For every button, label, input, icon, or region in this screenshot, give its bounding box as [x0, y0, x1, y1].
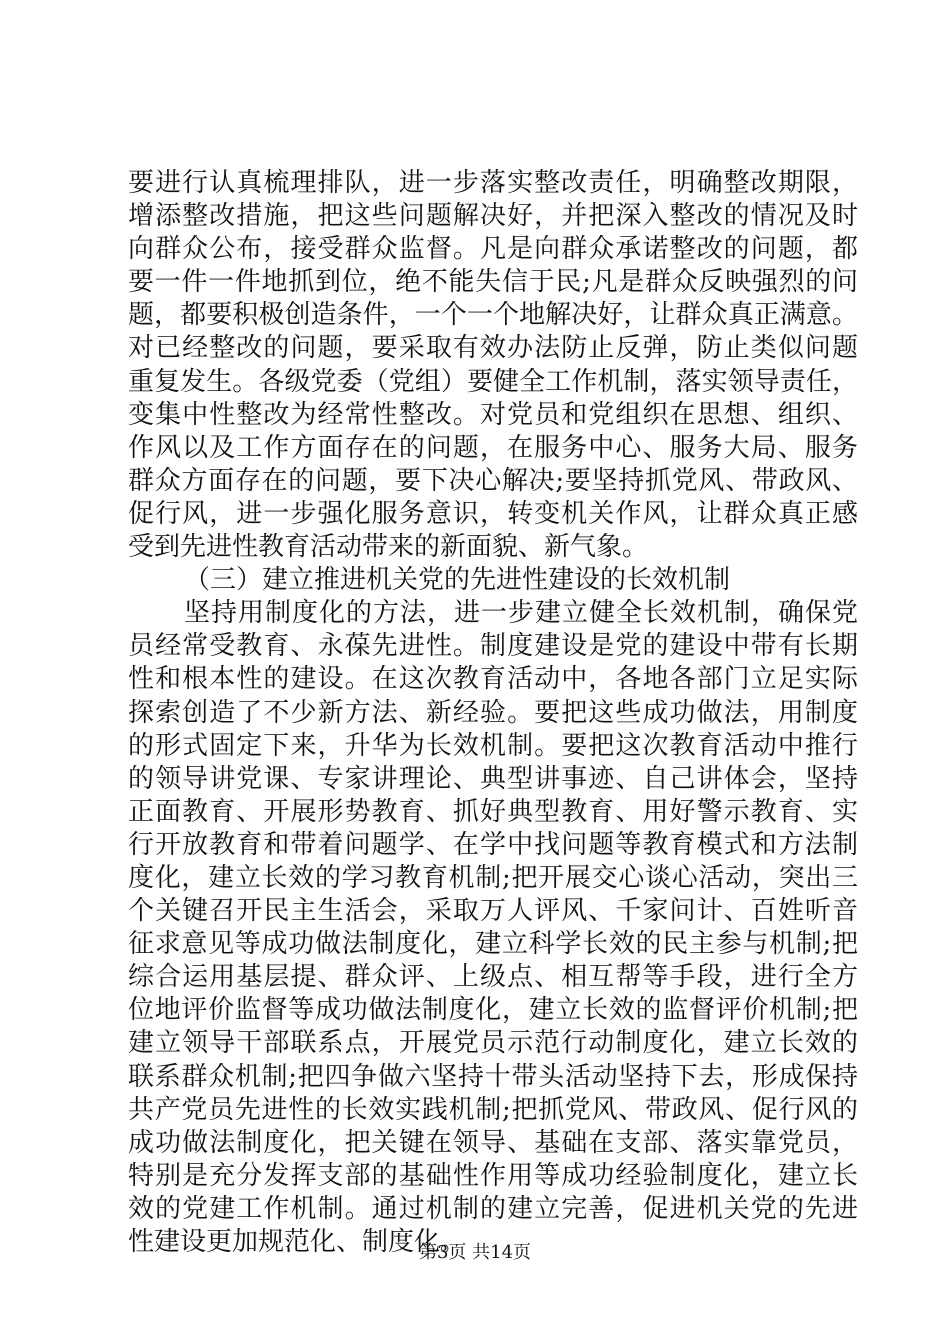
- text-line: 探索创造了不少新方法、新经验。要把这些成功做法，用制度: [128, 697, 858, 728]
- text-line: 变集中性整改为经常性整改。对党员和党组织在思想、组织、: [128, 399, 858, 430]
- text-line: 受到先进性教育活动带来的新面貌、新气象。: [128, 532, 649, 563]
- text-line: 题，都要积极创造条件，一个一个地解决好，让群众真正满意。: [128, 300, 858, 331]
- text-line: 综合运用基层提、群众评、上级点、相互帮等手段，进行全方: [128, 962, 858, 993]
- section-heading: （三）建立推进机关党的先进性建设的长效机制: [184, 565, 731, 596]
- text-line: 性建设更加规范化、制度化。: [128, 1227, 467, 1257]
- text-line: 要进行认真梳理排队，进一步落实整改责任，明确整改期限，: [128, 168, 858, 198]
- text-line: 向群众公布，接受群众监督。凡是向群众承诺整改的问题，都: [128, 234, 858, 265]
- text-line: 效的党建工作机制。通过机制的建立完善，促进机关党的先进: [128, 1193, 858, 1224]
- text-line: 共产党员先进性的长效实践机制;把抓党风、带政风、促行风的: [128, 1094, 858, 1125]
- text-line: 的领导讲党课、专家讲理论、典型讲事迹、自己讲体会，坚持: [128, 763, 858, 794]
- text-line: 作风以及工作方面存在的问题，在服务中心、服务大局、服务: [128, 432, 858, 463]
- text-line: 成功做法制度化，把关键在领导、基础在支部、落实靠党员，: [128, 1127, 858, 1158]
- text-line: 个关键召开民主生活会，采取万人评风、千家问计、百姓听音: [128, 896, 858, 927]
- text-line: 建立领导干部联系点，开展党员示范行动制度化，建立长效的: [128, 1028, 858, 1059]
- text-line: 特别是充分发挥支部的基础性作用等成功经验制度化，建立长: [128, 1160, 858, 1191]
- text-line: 位地评价监督等成功做法制度化，建立长效的监督评价机制;把: [128, 995, 858, 1026]
- text-line: 度化，建立长效的学习教育机制;把开展交心谈心活动，突出三: [128, 862, 858, 893]
- document-body: [128, 167, 858, 1259]
- text-line: 的形式固定下来，升华为长效机制。要把这次教育活动中推行: [128, 730, 858, 761]
- text-line: 增添整改措施，把这些问题解决好，并把深入整改的情况及时: [128, 201, 858, 232]
- text-line: 群众方面存在的问题，要下决心解决;要坚持抓党风、带政风、: [128, 465, 858, 496]
- text-line: 行开放教育和带着问题学、在学中找问题等教育模式和方法制: [128, 829, 858, 860]
- text-line: 促行风，进一步强化服务意识，转变机关作风，让群众真正感: [128, 498, 858, 529]
- text-line: 对已经整改的问题，要采取有效办法防止反弹，防止类似问题: [128, 333, 858, 364]
- text-line: 员经常受教育、永葆先进性。制度建设是党的建设中带有长期: [128, 631, 858, 662]
- text-line: 正面教育、开展形势教育、抓好典型教育、用好警示教育、实: [128, 796, 858, 827]
- text-line: 要一件一件地抓到位，绝不能失信于民;凡是群众反映强烈的问: [128, 267, 858, 298]
- text-line: 征求意见等成功做法制度化，建立科学长效的民主参与机制;把: [128, 929, 858, 960]
- text-line: 联系群众机制;把四争做六坚持十带头活动坚持下去，形成保持: [128, 1061, 858, 1092]
- paragraph-first-line: 坚持用制度化的方法，进一步建立健全长效机制，确保党: [184, 598, 858, 629]
- page-number: 第3页 共14页: [418, 1242, 532, 1263]
- text-line: 性和根本性的建设。在这次教育活动中，各地各部门立足实际: [128, 664, 858, 695]
- text-line: 重复发生。各级党委（党组）要健全工作机制，落实领导责任，: [128, 366, 858, 397]
